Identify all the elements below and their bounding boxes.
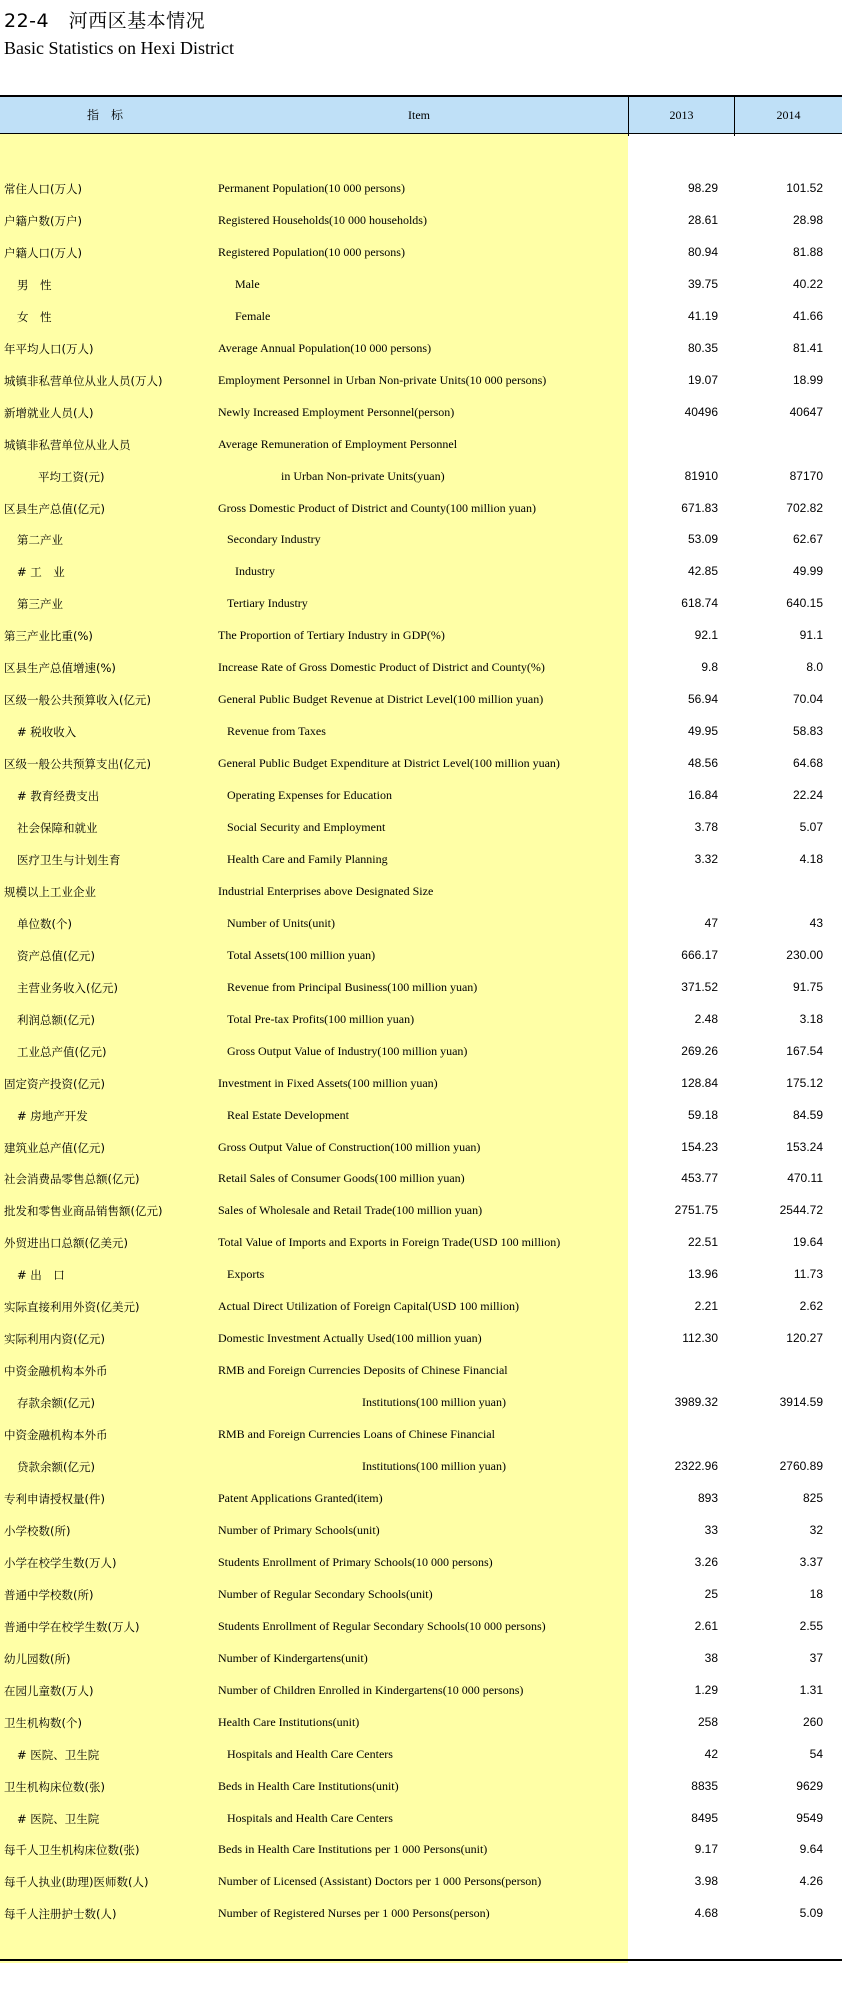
indicator-en: General Public Budget Expenditure at District Level(100 million yuan) <box>218 756 560 771</box>
value-2013: 2.48 <box>694 1011 718 1026</box>
value-2013: 25 <box>704 1586 718 1601</box>
indicator-en: Number of Registered Nurses per 1 000 Persons(person) <box>218 1906 490 1921</box>
value-2014: 825 <box>802 1491 823 1505</box>
value-2014: 28.98 <box>792 213 823 227</box>
value-2014: 101.52 <box>786 181 823 195</box>
table-row <box>0 396 842 428</box>
indicator-cn: 资产总值(亿元) <box>17 948 95 963</box>
indicator-cn: 存款余额(亿元) <box>17 1396 95 1411</box>
table-row <box>0 1546 842 1578</box>
indicator-cn: # 房地产开发 <box>17 1108 88 1123</box>
value-2014: 470.11 <box>787 1171 823 1186</box>
indicator-en: in Urban Non-private Units(yuan) <box>281 468 445 483</box>
value-2013: 98.29 <box>687 181 718 195</box>
value-2014: 62.67 <box>792 532 823 547</box>
value-2014: 640.15 <box>786 596 823 611</box>
table-row <box>0 428 842 460</box>
table-row <box>0 1194 842 1226</box>
value-2014: 230.00 <box>786 947 823 962</box>
indicator-cn: 普通中学在校学生数(万人) <box>4 1619 140 1634</box>
value-2013: 666.17 <box>681 947 718 962</box>
indicator-en: The Proportion of Tertiary Industry in GDP(%) <box>218 628 445 643</box>
indicator-cn: 女 性 <box>17 309 52 324</box>
indicator-en: Industrial Enterprises above Designated Size <box>218 883 434 898</box>
value-2013: 112.30 <box>682 1331 718 1346</box>
value-2013: 371.52 <box>681 979 718 994</box>
indicator-en: Number of Units(unit) <box>227 915 335 930</box>
value-2014: 40.22 <box>792 276 823 291</box>
table-row <box>0 971 842 1003</box>
value-2014: 260 <box>802 1714 823 1729</box>
table-row <box>0 1450 842 1482</box>
value-2014: 9.64 <box>799 1842 823 1857</box>
indicator-en: Number of Children Enrolled in Kindergartens(10 000 persons) <box>218 1682 524 1697</box>
value-2013: 893 <box>697 1491 718 1505</box>
indicator-en: Male <box>235 276 260 291</box>
indicator-en: Increase Rate of Gross Domestic Product of District and County(%) <box>218 660 545 675</box>
table-row <box>0 715 842 747</box>
indicator-en: Registered Households(10 000 households) <box>218 213 427 227</box>
value-2014: 1.31 <box>799 1682 823 1697</box>
indicator-en: Number of Licensed (Assistant) Doctors per 1 000 Persons(person) <box>218 1874 542 1889</box>
value-2014: 3914.59 <box>779 1395 823 1410</box>
value-2013: 41.19 <box>687 308 718 323</box>
indicator-cn: 中资金融机构本外币 <box>4 1428 108 1442</box>
table-row <box>0 492 842 524</box>
indicator-cn: 实际利用内资(亿元) <box>4 1332 105 1347</box>
indicator-cn: 第三产业 <box>17 597 63 612</box>
indicator-cn: 单位数(个) <box>17 916 72 931</box>
indicator-cn: 平均工资(元) <box>38 469 105 484</box>
indicator-cn: 实际直接利用外资(亿美元) <box>4 1300 140 1315</box>
indicator-en: Revenue from Principal Business(100 million yuan) <box>227 979 478 994</box>
value-2014: 3.18 <box>799 1011 823 1026</box>
indicator-cn: # 教育经费支出 <box>17 789 100 803</box>
indicator-en: Retail Sales of Consumer Goods(100 million yuan) <box>218 1171 465 1186</box>
indicator-cn: # 医院、卫生院 <box>17 1811 100 1826</box>
indicator-en: Employment Personnel in Urban Non-private Units(10 000 persons) <box>218 372 547 387</box>
header-year-2013: 2013 <box>669 108 694 122</box>
table-row <box>0 1642 842 1674</box>
value-2014: 40647 <box>789 404 823 419</box>
table-row <box>0 1802 842 1834</box>
table-row <box>0 1833 842 1865</box>
value-2014: 153.24 <box>786 1139 823 1154</box>
value-2014: 18.99 <box>792 372 823 387</box>
table-row <box>0 1897 842 1929</box>
value-2014: 9549 <box>796 1810 823 1825</box>
indicator-en: Gross Domestic Product of District and County(100 million yuan) <box>218 500 536 515</box>
value-2013: 80.35 <box>687 340 718 355</box>
value-2014: 81.88 <box>792 244 823 259</box>
value-2013: 56.94 <box>687 692 718 707</box>
value-2014: 2.55 <box>799 1618 823 1633</box>
value-2014: 58.83 <box>792 724 823 739</box>
indicator-cn: 区县生产总值(亿元) <box>4 501 105 516</box>
indicator-en: Students Enrollment of Primary Schools(10 000 persons) <box>218 1554 493 1569</box>
table-row <box>0 587 842 619</box>
value-2013: 3.26 <box>694 1554 718 1569</box>
indicator-cn: 在园儿童数(万人) <box>4 1683 94 1698</box>
value-2014: 4.26 <box>799 1874 823 1889</box>
table-row <box>0 1514 842 1546</box>
indicator-en: Patent Applications Granted(item) <box>218 1491 383 1505</box>
value-2013: 19.07 <box>687 372 718 387</box>
value-2013: 671.83 <box>681 500 718 515</box>
value-2013: 42.85 <box>687 564 718 579</box>
value-2013: 3.32 <box>694 851 718 866</box>
table-row <box>0 747 842 779</box>
value-2014: 91.75 <box>792 979 823 994</box>
value-2013: 258 <box>697 1714 718 1729</box>
table-row <box>0 364 842 396</box>
indicator-cn: 卫生机构数(个) <box>4 1715 82 1730</box>
indicator-en: Number of Kindergartens(unit) <box>218 1650 368 1665</box>
table-row <box>0 1865 842 1897</box>
header-item: Item <box>408 108 430 122</box>
value-2013: 618.74 <box>681 596 718 611</box>
indicator-en: Average Remuneration of Employment Personnel <box>218 436 458 451</box>
table-row <box>0 875 842 907</box>
indicator-cn: # 出 口 <box>17 1268 65 1283</box>
value-2014: 175.12 <box>786 1075 823 1090</box>
table-row <box>0 460 842 492</box>
table-row <box>0 779 842 811</box>
indicator-en: General Public Budget Revenue at District Level(100 million yuan) <box>218 692 544 707</box>
value-2014: 43 <box>809 915 823 930</box>
indicator-cn: 新增就业人员(人) <box>4 405 94 420</box>
statistics-table <box>0 95 842 1963</box>
indicator-cn: 城镇非私营单位从业人员(万人) <box>4 373 163 388</box>
value-2014: 8.0 <box>806 660 823 675</box>
value-2014: 81.41 <box>792 340 823 355</box>
value-2013: 8495 <box>691 1810 718 1825</box>
indicator-en: Total Pre-tax Profits(100 million yuan) <box>227 1011 415 1026</box>
indicator-cn: 第二产业 <box>17 533 63 548</box>
table-title-english: Basic Statistics on Hexi District <box>4 38 234 58</box>
value-2013: 2322.96 <box>674 1459 718 1473</box>
value-2014: 120.27 <box>786 1331 823 1346</box>
indicator-en: Total Assets(100 million yuan) <box>227 947 376 962</box>
table-row <box>0 1035 842 1067</box>
table-row <box>0 1162 842 1194</box>
table-row <box>0 1322 842 1354</box>
indicator-en: Health Care Institutions(unit) <box>218 1714 360 1729</box>
value-2013: 9.17 <box>694 1842 718 1857</box>
indicator-en: Gross Output Value of Construction(100 million yuan) <box>218 1139 481 1154</box>
value-2013: 9.8 <box>701 660 718 675</box>
value-2014: 3.37 <box>799 1554 823 1569</box>
value-2014: 2.62 <box>799 1299 823 1314</box>
indicator-en: Sales of Wholesale and Retail Trade(100 million yuan) <box>218 1203 483 1218</box>
value-2014: 32 <box>809 1522 823 1537</box>
table-row <box>0 1354 842 1386</box>
indicator-cn: 工业总产值(亿元) <box>17 1044 107 1059</box>
value-2014: 2544.72 <box>779 1203 823 1218</box>
indicator-en: Investment in Fixed Assets(100 million yuan) <box>218 1075 438 1090</box>
indicator-cn: 社会保障和就业 <box>17 821 98 835</box>
indicator-cn: 外贸进出口总额(亿美元) <box>4 1236 128 1251</box>
indicator-en: Health Care and Family Planning <box>227 851 388 866</box>
table-bottom-rule <box>0 1959 842 1961</box>
table-row <box>0 843 842 875</box>
indicator-cn: 卫生机构床位数(张) <box>4 1779 105 1794</box>
table-row <box>0 1706 842 1738</box>
indicator-en: Actual Direct Utilization of Foreign Capital(USD 100 million) <box>218 1299 519 1314</box>
indicator-cn: 男 性 <box>17 277 52 292</box>
table-row <box>0 204 842 236</box>
value-2014: 167.54 <box>786 1043 823 1058</box>
value-2014: 87170 <box>789 468 823 483</box>
indicator-en: Revenue from Taxes <box>227 724 326 739</box>
table-row <box>0 332 842 364</box>
indicator-cn: 普通中学校数(所) <box>4 1587 94 1602</box>
indicator-cn: 第三产业比重(%) <box>4 629 93 644</box>
value-2013: 48.56 <box>687 756 718 771</box>
value-2013: 2.21 <box>694 1299 718 1314</box>
value-2013: 92.1 <box>694 628 718 643</box>
table-row <box>0 555 842 587</box>
table-row <box>0 1674 842 1706</box>
table-row <box>0 268 842 300</box>
indicator-cn: # 医院、卫生院 <box>17 1747 100 1762</box>
table-row <box>0 1578 842 1610</box>
indicator-en: Hospitals and Health Care Centers <box>227 1810 393 1825</box>
table-row <box>0 236 842 268</box>
value-2014: 49.99 <box>792 564 823 579</box>
value-2013: 53.09 <box>687 532 718 547</box>
value-2014: 2760.89 <box>779 1459 823 1473</box>
indicator-en: Total Value of Imports and Exports in Foreign Trade(USD 100 million) <box>218 1235 561 1250</box>
table-row <box>0 619 842 651</box>
table-row <box>0 907 842 939</box>
value-2013: 453.77 <box>681 1171 718 1186</box>
indicator-cn: 中资金融机构本外币 <box>4 1364 108 1379</box>
indicator-en: Beds in Health Care Institutions per 1 000 Persons(unit) <box>218 1842 488 1857</box>
value-2013: 4.68 <box>694 1906 718 1921</box>
value-2014: 5.07 <box>799 820 823 834</box>
indicator-cn: 建筑业总产值(亿元) <box>4 1140 105 1155</box>
value-2013: 49.95 <box>687 724 718 739</box>
value-2013: 33 <box>704 1522 718 1537</box>
table-row <box>0 939 842 971</box>
indicator-cn: 城镇非私营单位从业人员 <box>4 437 131 452</box>
value-2013: 40496 <box>684 404 718 419</box>
value-2013: 59.18 <box>687 1107 718 1122</box>
table-row <box>0 1290 842 1322</box>
table-row <box>0 1067 842 1099</box>
indicator-en: Registered Population(10 000 persons) <box>218 244 405 259</box>
indicator-cn: 常住人口(万人) <box>4 182 82 196</box>
indicator-cn: # 工 业 <box>17 565 65 580</box>
value-2013: 3.78 <box>694 820 718 834</box>
indicator-cn: 利润总额(亿元) <box>17 1012 95 1027</box>
value-2014: 22.24 <box>792 788 823 802</box>
table-row <box>0 1258 842 1290</box>
table-row <box>0 1610 842 1642</box>
indicator-en: RMB and Foreign Currencies Deposits of Chinese Financial <box>218 1363 508 1378</box>
value-2014: 37 <box>809 1650 823 1665</box>
value-2013: 128.84 <box>681 1075 718 1090</box>
indicator-cn: 区级一般公共预算支出(亿元) <box>4 757 151 772</box>
indicator-en: Industry <box>235 564 275 579</box>
indicator-cn: 主营业务收入(亿元) <box>17 980 118 995</box>
table-row <box>0 1131 842 1163</box>
indicator-en: Newly Increased Employment Personnel(person) <box>218 404 455 419</box>
indicator-cn: 年平均人口(万人) <box>4 341 94 356</box>
value-2014: 702.82 <box>786 500 823 515</box>
indicator-cn: 固定资产投资(亿元) <box>4 1076 105 1091</box>
indicator-en: Permanent Population(10 000 persons) <box>218 181 405 195</box>
indicator-cn: 贷款余额(亿元) <box>17 1460 95 1474</box>
indicator-en: Hospitals and Health Care Centers <box>227 1746 393 1761</box>
value-2014: 5.09 <box>799 1906 823 1921</box>
indicator-en: RMB and Foreign Currencies Loans of Chinese Financial <box>218 1427 495 1441</box>
indicator-en: Tertiary Industry <box>227 596 308 611</box>
value-2014: 64.68 <box>792 756 823 771</box>
indicator-en: Institutions(100 million yuan) <box>362 1459 506 1473</box>
indicator-cn: 户籍人口(万人) <box>4 245 82 260</box>
indicator-cn: 医疗卫生与计划生育 <box>17 852 121 867</box>
value-2014: 4.18 <box>799 851 823 866</box>
value-2013: 8835 <box>691 1778 718 1793</box>
value-2013: 3.98 <box>694 1874 718 1889</box>
value-2013: 38 <box>704 1650 718 1665</box>
value-2013: 269.26 <box>681 1043 718 1058</box>
value-2013: 81910 <box>684 468 718 483</box>
indicator-en: Institutions(100 million yuan) <box>362 1395 506 1410</box>
value-2014: 11.73 <box>793 1267 823 1282</box>
table-row <box>0 523 842 555</box>
table-row <box>0 651 842 683</box>
indicator-cn: 每千人卫生机构床位数(张) <box>4 1843 140 1858</box>
table-row <box>0 1738 842 1770</box>
value-2013: 2.61 <box>694 1618 718 1633</box>
indicator-en: Secondary Industry <box>227 532 321 547</box>
value-2013: 47 <box>704 915 718 930</box>
value-2014: 19.64 <box>792 1235 823 1250</box>
indicator-cn: 每千人注册护士数(人) <box>4 1907 117 1922</box>
value-2013: 42 <box>704 1746 718 1761</box>
value-2013: 3989.32 <box>674 1395 718 1410</box>
header-indicator: 指 标 <box>86 108 123 122</box>
table-row <box>0 1099 842 1131</box>
table-row <box>0 1226 842 1258</box>
indicator-en: Number of Regular Secondary Schools(unit) <box>218 1586 433 1601</box>
indicator-cn: 专利申请授权量(件) <box>4 1492 105 1506</box>
indicator-cn: 户籍户数(万户) <box>4 214 82 228</box>
table-row <box>0 172 842 204</box>
table-header <box>0 95 842 134</box>
value-2014: 18 <box>809 1586 823 1601</box>
value-2013: 2751.75 <box>674 1203 718 1218</box>
value-2013: 28.61 <box>687 213 718 227</box>
table-row <box>0 683 842 715</box>
indicator-cn: 小学校数(所) <box>4 1523 71 1538</box>
indicator-cn: 区级一般公共预算收入(亿元) <box>4 693 151 708</box>
value-2013: 16.84 <box>687 788 718 802</box>
table-row <box>0 1003 842 1035</box>
indicator-en: Students Enrollment of Regular Secondary Schools(10 000 persons) <box>218 1618 546 1633</box>
indicator-en: Real Estate Development <box>227 1107 349 1122</box>
table-row <box>0 811 842 843</box>
indicator-en: Domestic Investment Actually Used(100 million yuan) <box>218 1331 482 1346</box>
indicator-cn: 小学在校学生数(万人) <box>4 1555 117 1570</box>
table-title-chinese: 22-4 河西区基本情况 <box>4 10 206 32</box>
table-row <box>0 1418 842 1450</box>
table-row <box>0 1770 842 1802</box>
indicator-cn: 社会消费品零售总额(亿元) <box>4 1172 140 1187</box>
value-2014: 54 <box>809 1746 823 1761</box>
value-2013: 22.51 <box>687 1235 718 1250</box>
indicator-cn: 区县生产总值增速(%) <box>4 661 116 676</box>
indicator-cn: 批发和零售业商品销售额(亿元) <box>4 1204 163 1219</box>
value-2014: 70.04 <box>792 692 823 707</box>
indicator-en: Number of Primary Schools(unit) <box>218 1522 380 1537</box>
header-year-2014: 2014 <box>776 108 801 122</box>
table-row <box>0 1482 842 1514</box>
indicator-en: Gross Output Value of Industry(100 million yuan) <box>227 1043 468 1058</box>
value-2014: 9629 <box>796 1778 823 1793</box>
value-2013: 39.75 <box>687 276 718 291</box>
table-row <box>0 1386 842 1418</box>
value-2013: 1.29 <box>694 1682 718 1697</box>
indicator-en: Social Security and Employment <box>227 820 386 834</box>
indicator-cn: # 税收收入 <box>17 725 77 740</box>
indicator-en: Beds in Health Care Institutions(unit) <box>218 1778 399 1793</box>
value-2013: 13.96 <box>687 1267 718 1282</box>
indicator-cn: 幼儿园数(所) <box>4 1651 71 1666</box>
value-2014: 41.66 <box>792 308 823 323</box>
indicator-cn: 规模以上工业企业 <box>4 884 96 899</box>
value-2013: 80.94 <box>687 244 718 259</box>
indicator-cn: 每千人执业(助理)医师数(人) <box>4 1875 149 1890</box>
table-row <box>0 300 842 332</box>
value-2014: 84.59 <box>792 1107 823 1122</box>
indicator-en: Average Annual Population(10 000 persons) <box>218 340 432 355</box>
value-2013: 154.23 <box>681 1139 718 1154</box>
value-2014: 91.1 <box>799 628 823 643</box>
indicator-en: Operating Expenses for Education <box>227 788 392 802</box>
indicator-en: Female <box>235 308 271 323</box>
indicator-en: Exports <box>227 1267 265 1282</box>
